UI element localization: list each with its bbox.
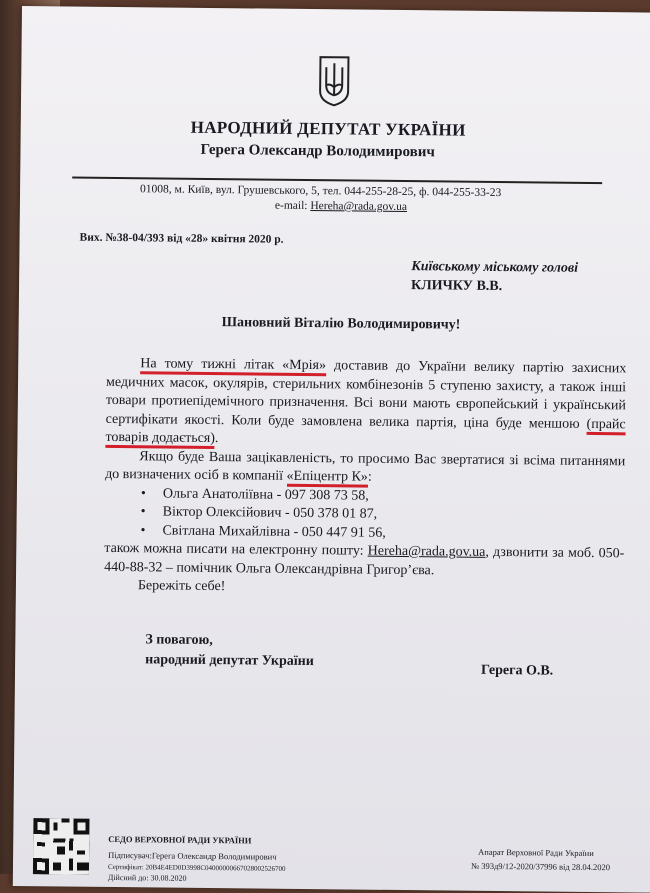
registration-number: № 393д9/12-2020/37996 від 28.04.2020 bbox=[470, 860, 611, 873]
letterhead-email-line bbox=[275, 200, 407, 213]
edo-label: СЕДО ВЕРХОВНОЇ РАДИ УКРАЇНИ bbox=[108, 833, 252, 846]
paragraph-1-end: . bbox=[214, 431, 219, 447]
signature-name: Герега О.В. bbox=[480, 662, 554, 679]
paragraph-3-text: також можна писати на електронну пошту: bbox=[104, 540, 368, 559]
highlight-epicentr: «Епіцентр К» bbox=[286, 469, 367, 488]
list-item: • Ольга Анатоліївна - 097 308 73 58, bbox=[105, 484, 625, 508]
letter-body bbox=[104, 355, 626, 601]
paragraph-3 bbox=[104, 540, 624, 582]
addressee-title: Київському міському голові bbox=[411, 259, 579, 276]
addressee-name: КЛИЧКУ В.В. bbox=[411, 278, 503, 295]
letterhead-title: НАРОДНИЙ ДЕПУТАТ УКРАЇНИ bbox=[190, 117, 466, 140]
body-email-link[interactable]: Hereha@rada.gov.ua bbox=[367, 543, 486, 560]
paragraph-2-text: Якщо буде Ваша зацікавленість, то просимо Вас звертатися зі всіма питаннями до визначених осіб в компанії bbox=[105, 448, 626, 484]
apparatus-label: Апарат Верховної Ради України bbox=[478, 846, 594, 859]
paragraph-4: Бережіть себе! bbox=[137, 578, 226, 595]
letterhead-address: 01008, м. Київ, вул. Грушевського, 5, тел. 044-255-28-25, ф. 044-255-33-23 bbox=[140, 183, 502, 200]
qr-code-icon bbox=[33, 818, 90, 875]
closing-position: народний депутат України bbox=[145, 652, 314, 670]
paragraph-3-end: , дзвонити за моб. 050-440-88-32 – помічник Ольга Олександрівна Григор’єва. bbox=[104, 544, 625, 578]
paragraph-2-end: : bbox=[367, 469, 372, 485]
paragraph-2 bbox=[105, 447, 625, 489]
paragraph-1 bbox=[105, 355, 626, 453]
list-item: • Світлана Михайлівна - 050 447 91 56, bbox=[104, 521, 624, 545]
list-item: • Віктор Олексійович - 050 378 01 87, bbox=[105, 503, 625, 527]
paragraph-1-text: доставив до України велику партію захисних медичних масок, окулярів, стерильних комбінезонів 5 ступеню захисту, а також інші товари протиепідемічного призначення. Всі вони мають європейський і український сертифікати якості. Коли буде замовлена велика партія, ціна буде меншою bbox=[105, 358, 627, 432]
email-prefix: e-mail: bbox=[274, 199, 311, 213]
greeting: Шановний Віталію Володимировичу! bbox=[221, 315, 461, 333]
outgoing-reference: Вих. №38-04/393 від «28» квітня 2020 р. bbox=[79, 231, 284, 246]
letterhead-email-link[interactable]: Hereha@rada.gov.ua bbox=[310, 200, 408, 214]
highlight-price-list: (прайс товарів додається) bbox=[105, 416, 625, 449]
contacts-list bbox=[104, 484, 625, 545]
letterhead-name: Герега Олександр Володимирович bbox=[200, 141, 435, 161]
highlight-mriya: На тому тижні літак «Мрія» bbox=[140, 356, 326, 376]
trident-emblem-icon bbox=[317, 55, 352, 107]
signer-line: Підписувач:Герега Олександр Володимирович bbox=[108, 849, 277, 862]
closing-regards: З повагою, bbox=[145, 632, 213, 649]
certificate-line: Сертифікат: 20B4E4ED0D3998C04000000667028002526700 bbox=[107, 862, 286, 873]
valid-until-line: Дійсний до: 30.08.2020 bbox=[107, 872, 187, 883]
letter-page bbox=[13, 6, 650, 893]
